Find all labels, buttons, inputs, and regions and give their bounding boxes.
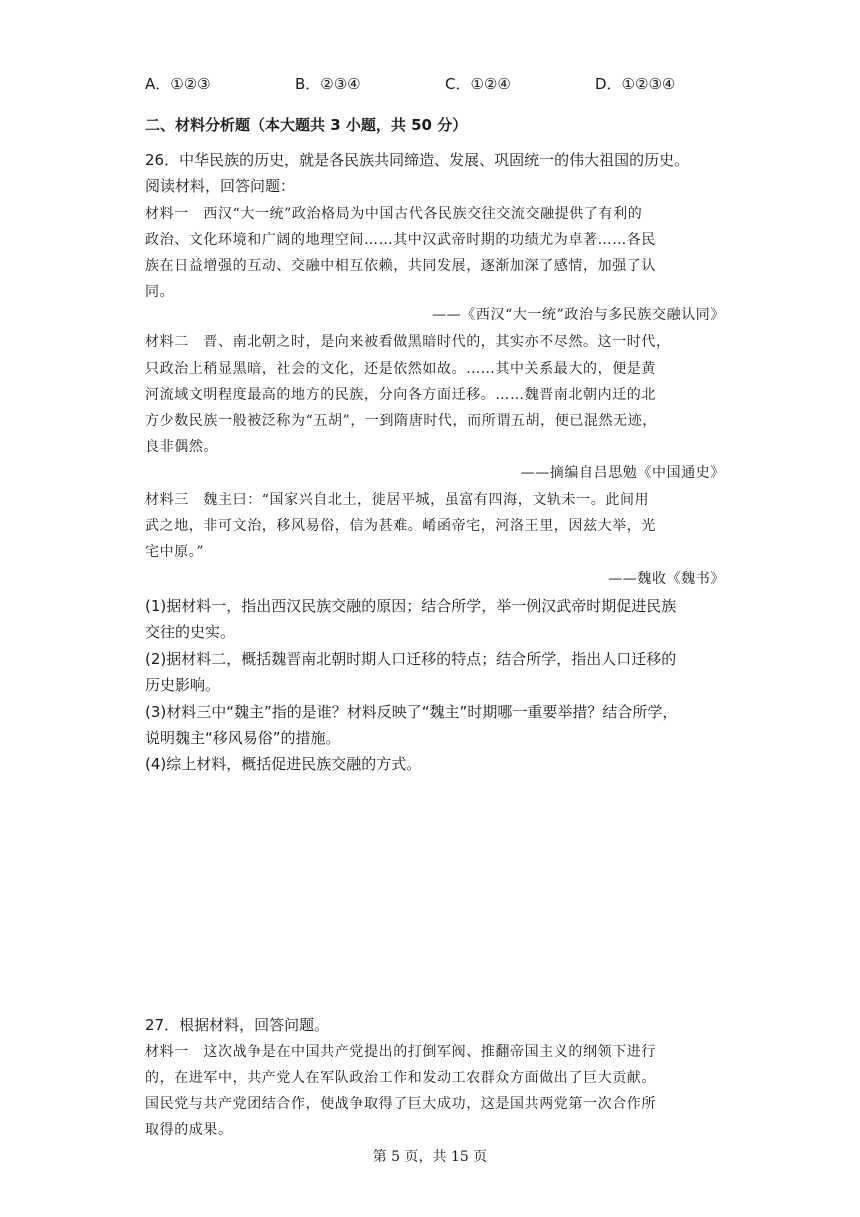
q26-material1-line: 政治、文化环境和广阔的地理空间……其中汉武帝时期的功绩尤为卓著……各民 [145,232,656,248]
q26-material3-line: 宅中原。” [145,544,205,560]
q26-material2-line: 只政治上稍显黑暗，社会的文化，还是依然如故。……其中关系最大的，便是黄 [145,361,656,377]
q26-intro-line: 26．中华民族的历史，就是各民族共同缔造、发展、巩固统一的伟大祖国的历史。 [145,151,690,169]
q26-material2-line: 良非偶然。 [145,439,218,455]
q26-material2-line: 方少数民族一般被泛称为“五胡”，一到隋唐时代，而所谓五胡，便已混然无迹， [145,413,657,429]
q26-source1: ——《西汉“大一统”政治与多民族交融认同》 [432,307,725,323]
q26-material3-line: 材料三 魏主曰：“国家兴自北土，徙居平城，虽富有四海，文轨未一。此间用 [145,492,650,508]
q27-material1-line: 的，在进军中，共产党人在军队政治工作和发动工农群众方面做出了巨大贡献。 [145,1070,656,1086]
q26-question-line: (4)综上材料，概括促进民族交融的方式。 [145,755,422,773]
q26-material3-line: 武之地，非可文治，移风易俗，信为甚难。崤函帝宅，河洛王里，因兹大举，光 [145,518,656,534]
page-indicator: 第 5 页，共 15 页 [372,1149,488,1165]
q26-question-line: (3)材料三中“魏主”指的是谁？材料反映了“魏主”时期哪一重要举措？结合所学， [145,703,678,721]
q27-material1-line: 国民党与共产党团结合作，使战争取得了巨大成功，这是国共两党第一次合作所 [145,1096,656,1112]
q26-intro-line: 阅读材料，回答问题： [145,177,296,195]
option-b: B．②③④ [295,75,361,93]
q26-material1-line: 同。 [145,284,175,300]
q26-material2-line: 河流域文明程度最高的地方的民族，分向各方面迁移。……魏晋南北朝内迁的北 [145,387,656,403]
option-c: C．①②④ [445,75,511,93]
q27-intro: 27．根据材料，回答问题。 [145,1016,330,1034]
q26-question-line: 交往的史实。 [145,623,236,641]
q26-question-line: (1)据材料一，指出西汉民族交融的原因；结合所学，举一例汉武帝时期促进民族 [145,597,677,615]
q26-source3: ——魏收《魏书》 [608,571,725,587]
section-title: 二、材料分析题（本大题共 3 小题，共 50 分） [145,116,468,134]
option-d: D．①②③④ [595,75,676,93]
q26-question-line: (2)据材料二，概括魏晋南北朝时期人口迁移的特点；结合所学，指出人口迁移的 [145,650,677,668]
q26-material1-line: 族在日益增强的互动、交融中相互依赖，共同发展，逐渐加深了感情，加强了认 [145,258,656,274]
q26-question-line: 历史影响。 [145,676,221,694]
q27-material1-line: 材料一 这次战争是在中国共产党提出的打倒军阀、推翻帝国主义的纲领下进行 [145,1044,656,1060]
q26-material2-line: 材料二 晋、南北朝之时，是向来被看做黑暗时代的，其实亦不尽然。这一时代， [145,334,671,350]
q26-material1-line: 材料一 西汉“大一统”政治格局为中国古代各民族交往交流交融提供了有利的 [145,206,643,222]
option-a: A．①②③ [145,75,211,93]
q26-source2: ——摘编自吕思勉《中国通史》 [520,465,725,481]
q26-question-line: 说明魏主“移风易俗”的措施。 [145,729,341,747]
q27-material1-line: 取得的成果。 [145,1122,233,1138]
